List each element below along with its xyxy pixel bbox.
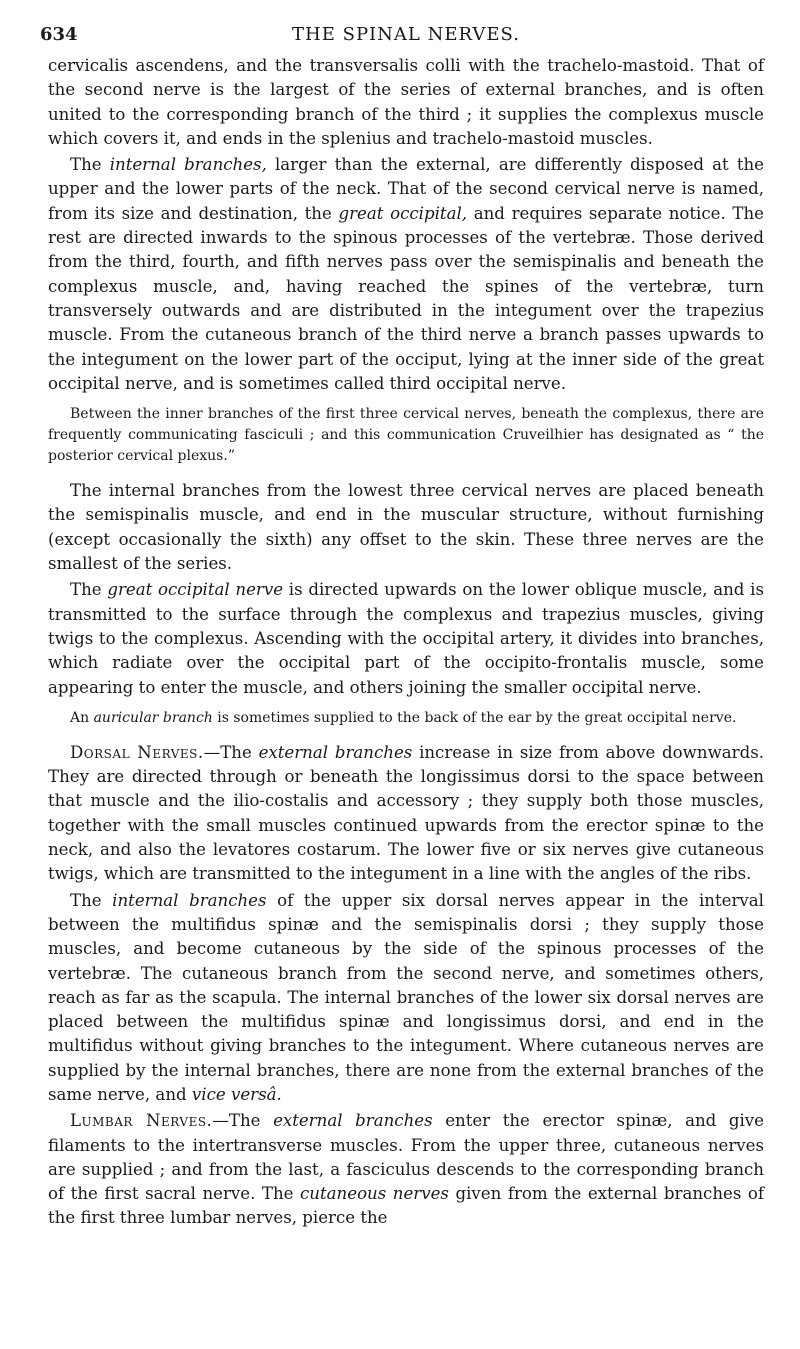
paragraph-dorsal-nerves [48, 741, 764, 887]
text-run: is directed upwards on the lower oblique muscle, and is transmitted to the surface through the complexus and trapezius muscles, giving twigs to the complexus. Ascending with the occipital artery, it divides into branches, which radiate over the occipital part of the occipito-frontalis muscle, some appearing to enter the muscle, and others joining the smaller occipital nerve. [48, 580, 764, 697]
italic-term: external branches [258, 742, 413, 762]
paragraph-4 [48, 578, 764, 699]
italic-term: great occipital, [338, 203, 468, 223]
italic-term: vice versâ. [191, 1084, 282, 1104]
text-run: —The [212, 1111, 274, 1131]
italic-term: auricular branch [93, 709, 213, 726]
running-title: THE SPINAL NERVES. [292, 24, 520, 45]
italic-term: internal branches, [109, 155, 267, 175]
section-heading-dorsal: Dorsal Nerves. [70, 742, 204, 762]
paragraph-1-text: cervicalis ascendens, and the transversalis colli with the trachelo-mastoid. That of the second nerve is the largest of the series of external branches, and is often united to the corresponding branch of the third ; it supplies the complexus muscle which covers it, and ends in the splenius and trachelo-mastoid muscles. [48, 56, 764, 148]
page-number: 634 [40, 24, 78, 45]
text-run: enter the erector spinæ, and give filaments to the intertransverse muscles. From the upper three, cutaneous nerves are supplied ; and from the last, a fasciculus descends to the corresponding branch of the first sacral nerve. The [48, 1111, 764, 1204]
text-run: The [70, 155, 110, 175]
italic-term: internal branches [112, 890, 267, 910]
text-run: increase in size from above downwards. They are directed through or beneath the longissimus dorsi to the space between that muscle and the ilio-costalis and accessory ; they supply both those muscles, together with the small muscles continued upwards from the erector spinæ to the neck, and also the levatores costarum. The lower five or six nerves give cutaneous twigs, which are transmitted to the integument in a line with the angles of the ribs. [48, 742, 765, 884]
text-run: The [70, 580, 108, 600]
paragraph-2 [48, 153, 764, 396]
italic-term: cutaneous nerves [300, 1184, 449, 1204]
text-run: —The [203, 742, 259, 762]
text-run: larger than the external, are differently disposed at the upper and the lower parts of the neck. That of the second cervical nerve is named, from its size and destination, the [48, 155, 765, 223]
text-run: and requires separate notice. The rest are directed inwards to the spinous processes of the vertebræ. Those derived from the third, fourth, and fifth nerves pass over the semispinalis and beneath the complexus muscle, and, having reached the spines of the vertebræ, turn transversely outwards and are distributed in the integument over the trapezius muscle. From the cutaneous branch of the third nerve a branch passes upwards to the integument on the lower part of the occiput, lying at the inner side of the great occipital nerve, and is sometimes called third occipital nerve. [48, 203, 764, 393]
italic-term: great occipital nerve [107, 580, 284, 600]
italic-term: external branches [273, 1111, 433, 1131]
paragraph-lumbar-nerves [48, 1109, 764, 1230]
text-run: of the upper six dorsal nerves appear in the interval between the multifidus spinæ and the semispinalis dorsi ; they supply those muscles, and become cutaneous by the side of the spinous processes of the vertebræ. The cutaneous branch from the second nerve, and sometimes others, reach as far as the scapula. The internal branches of the lower six dorsal nerves are placed between the multifidus spinæ and longissimus dorsi, and end in the multifidus without giving branches to the integument. Where cutaneous nerves are supplied by the internal branches, there are none from the external branches of the same nerve, and [48, 890, 764, 1104]
note-2 [48, 708, 764, 729]
paragraph-3 [48, 479, 764, 576]
note-1-text: Between the inner branches of the first three cervical nerves, beneath the complexus, there are frequently communicating fasciculi ; and this communication Cruveilhier has designated as “ the posterior cervical plexus.” [48, 406, 764, 465]
text-run: An [70, 709, 94, 726]
paragraph-6 [48, 889, 764, 1108]
note-1 [48, 404, 764, 467]
text-run: is sometimes supplied to the back of the ear by the great occipital nerve. [212, 709, 737, 726]
text-run: The [70, 890, 113, 910]
paragraph-1 [48, 54, 764, 151]
section-heading-lumbar: Lumbar Nerves. [70, 1111, 213, 1131]
body-text [48, 54, 764, 1231]
page-header [40, 18, 764, 54]
text-run: given from the external branches of the first three lumbar nerves, pierce the [48, 1184, 764, 1228]
paragraph-3-text: The internal branches from the lowest three cervical nerves are placed beneath the semispinalis muscle, and end in the muscular structure, without furnishing (except occasionally the sixth) any offset to the skin. These three nerves are the smallest of the series. [48, 481, 764, 574]
